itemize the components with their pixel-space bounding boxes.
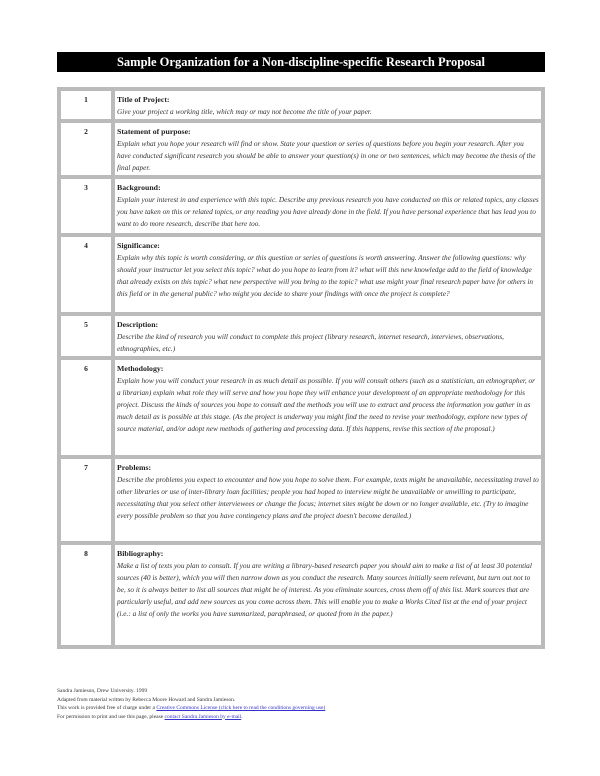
section-description: Give your project a working title, which may or may not become the title of your paper.	[117, 107, 372, 116]
table-row	[59, 457, 543, 543]
footer-author: Sandra Jamieson, Drew University. 1999	[57, 688, 148, 694]
proposal-table	[57, 87, 545, 649]
section-heading: Description:	[117, 320, 159, 329]
row-content	[113, 89, 543, 121]
section-heading: Significance:	[117, 241, 160, 250]
table-row	[59, 177, 543, 235]
row-number: 1	[59, 89, 113, 121]
section-description: Describe the problems you expect to encounter and how you hope to solve them. For example, texts might be unavailable, necessitating travel to other libraries or use of inter-library loan facilities; people you had hoped to interview might be unavailable or unwilling to participate, necessitating that you select other interviewees or change the focus; internet sites might be down or no longer available, etc. (Try to imagine every possible problem so that you have contingency plans and the project doesn't become derailed.)	[117, 475, 539, 520]
section-description: Explain why this topic is worth considering, or this question or series of questions is worth answering. Answer the following questions: why should your instructor let you select this topic? what do you hope to learn from it? what will this new knowledge add to the field of knowledge that already exists on this topic? what new perspective will you bring to the topic? what use might your final research paper have for others in this field or in the general public? who might you decide to share your findings with once the project is complete?	[117, 253, 534, 298]
footer-adapted: Adapted from material written by Rebecca Moore Howard and Sandra Jamieson.	[57, 696, 236, 703]
row-content	[113, 177, 543, 235]
row-content	[113, 314, 543, 358]
footer-permission: For permission to print and use this page, please contact Sandra Jamieson by e-mail.	[57, 713, 243, 720]
row-content	[113, 457, 543, 543]
footer-license: This work is provided free of charge under a Creative Commons License (click here to read the conditions governing use)	[57, 705, 326, 711]
section-heading: Background:	[117, 183, 161, 192]
footer	[57, 687, 325, 721]
table-row	[59, 121, 543, 177]
section-heading: Methodology:	[117, 364, 164, 373]
section-description: Explain how you will conduct your research in as much detail as possible. If you will consult others (such as a statistician, an ethnographer, or a librarian) explain what role they will serve and how you hope they will enhance your development of an appropriate methodology for this project. Discuss the kinds of sources you hope to consult and the methods you will use to extract and process the information you gather in as much detail as is possible at this stage. (As the project is underway you might find the need to revise your methodology, explore new types of source material, and/or adopt new methods of gathering and processing data. If this happens, revise this section of the proposal.)	[117, 376, 535, 433]
row-number: 8	[59, 543, 113, 647]
section-heading: Title of Project:	[117, 95, 170, 104]
row-number: 3	[59, 177, 113, 235]
row-content	[113, 121, 543, 177]
section-description: Make a list of texts you plan to consult. If you are writing a library-based research paper you should aim to make a list of at least 30 potential sources (40 is better), which you will then narrow down as you conduct the research. Many sources initially seem relevant, but turn out not to be, so it is always better to list all sources that might be of interest. As you eliminate sources, cross them off of this list. Mark sources that are particularly useful, and add new sources as you come across them. This will enable you to make a Works Cited list at the end of your project (i.e.: a list of only the works you have summarized, paraphrased, or quoted from in the paper.)	[117, 561, 532, 618]
table-row	[59, 235, 543, 314]
section-heading: Problems:	[117, 463, 152, 472]
row-number: 6	[59, 358, 113, 457]
section-description: Describe the kind of research you will conduct to complete this project (library research, internet research, interviews, observations, ethnographies, etc.)	[117, 332, 504, 353]
row-number: 4	[59, 235, 113, 314]
page-title: Sample Organization for a Non-discipline-specific Research Proposal	[57, 52, 545, 72]
section-description: Explain your interest in and experience with this topic. Describe any previous research you have conducted on this or related topics, any classes you have taken on this or related topics, or any reading you have already done in the field. If you have personal experience that has lead you to want to do more research, describe that here too.	[117, 195, 539, 228]
row-number: 2	[59, 121, 113, 177]
table-row	[59, 543, 543, 647]
row-content	[113, 358, 543, 457]
email-link[interactable]: contact Sandra Jamieson by e-mail	[164, 713, 242, 720]
table-row	[59, 314, 543, 358]
section-description: Explain what you hope your research will find or show. State your question or series of questions before you begin your research. After you have conducted significant research you should be able to answer your question(s) in one or two sentences, which may become the thesis of the final paper.	[117, 139, 536, 172]
section-heading: Statement of purpose:	[117, 127, 191, 136]
row-content	[113, 543, 543, 647]
row-content	[113, 235, 543, 314]
table-row	[59, 89, 543, 121]
row-number: 5	[59, 314, 113, 358]
license-link[interactable]: Creative Commons License (click here to read the conditions governing use)	[156, 705, 326, 711]
table-row	[59, 358, 543, 457]
row-number: 7	[59, 457, 113, 543]
section-heading: Bibliography:	[117, 549, 164, 558]
